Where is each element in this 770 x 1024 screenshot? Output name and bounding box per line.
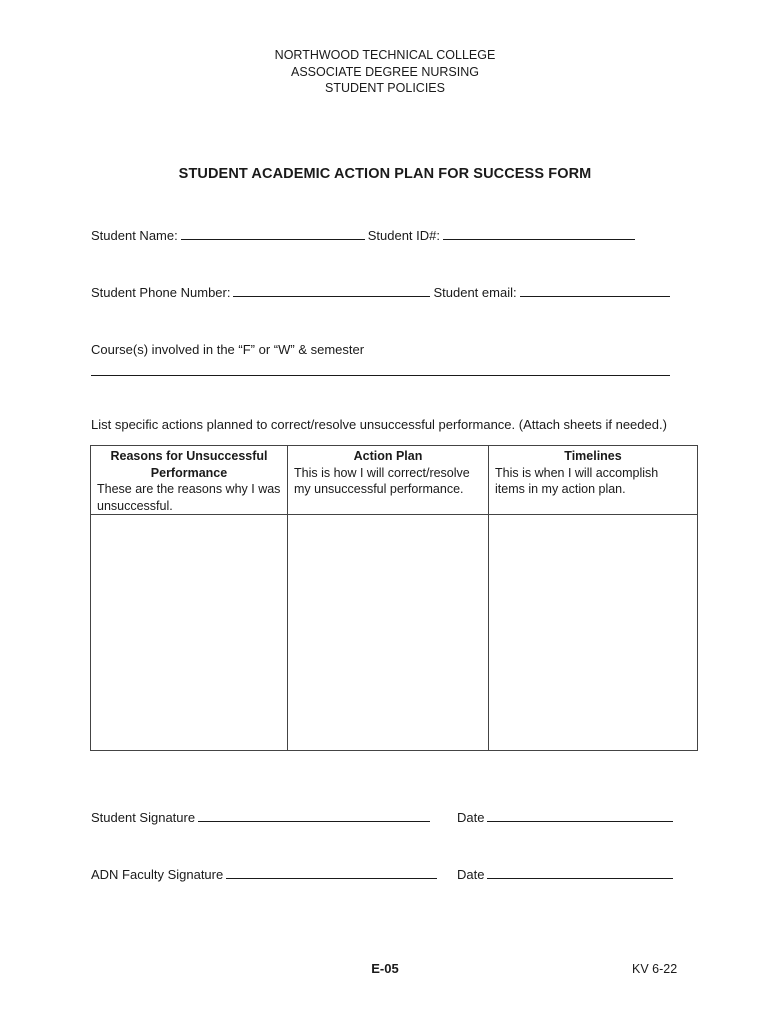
column-header-timelines [489, 446, 698, 515]
faculty-date-field[interactable] [487, 867, 673, 879]
student-id-field[interactable] [443, 228, 635, 240]
student-name-label: Student Name: [91, 228, 178, 243]
faculty-signature-label: ADN Faculty Signature [91, 867, 224, 882]
action-plan-entry-cell[interactable] [288, 515, 489, 751]
form-title: STUDENT ACADEMIC ACTION PLAN FOR SUCCESS FORM [178, 166, 592, 182]
email-label: Student email: [433, 285, 517, 300]
faculty-signature-field[interactable] [226, 867, 437, 879]
column-header-reasons [91, 446, 288, 515]
column-description: These are the reasons why I was unsuccessful. [97, 482, 281, 513]
column-heading: Action Plan [353, 449, 423, 463]
form-code: E-05 [371, 961, 399, 976]
phone-label: Student Phone Number: [91, 285, 231, 300]
student-signature-row [91, 810, 433, 825]
student-date-field[interactable] [487, 810, 673, 822]
faculty-date-row [457, 867, 676, 882]
student-signature-label: Student Signature [91, 810, 196, 825]
column-description: This is when I will accomplish items in my action plan. [495, 465, 659, 496]
courses-label: Course(s) involved in the “F” or “W” & semester [91, 342, 365, 357]
program-name: ASSOCIATE DEGREE NURSING [291, 64, 479, 79]
phone-field[interactable] [233, 285, 430, 297]
student-date-row [457, 810, 676, 825]
date-label: Date [457, 810, 485, 825]
column-heading: Timelines [564, 449, 622, 463]
student-name-row [91, 228, 638, 243]
document-header [0, 47, 770, 97]
form-version: KV 6-22 [632, 962, 678, 976]
faculty-signature-row [91, 867, 440, 882]
timelines-entry-cell[interactable] [489, 515, 698, 751]
instructions-text: List specific actions planned to correct/resolve unsuccessful performance. (Attach sheets if needed.) [91, 417, 667, 432]
column-heading: Reasons for Unsuccessful Performance [110, 449, 268, 480]
student-name-field[interactable] [181, 228, 365, 240]
action-plan-table [90, 445, 698, 751]
column-description: This is how I will correct/resolve my unsuccessful performance. [294, 465, 470, 496]
table-row [91, 515, 698, 751]
student-contact-row [91, 285, 673, 300]
student-signature-field[interactable] [198, 810, 430, 822]
table-header-row [91, 446, 698, 515]
date-label: Date [457, 867, 485, 882]
section-name: STUDENT POLICIES [325, 81, 445, 95]
email-field[interactable] [520, 285, 670, 297]
courses-field[interactable] [91, 375, 670, 376]
reasons-entry-cell[interactable] [91, 515, 288, 751]
college-name: NORTHWOOD TECHNICAL COLLEGE [274, 48, 496, 62]
student-id-label: Student ID#: [367, 228, 440, 243]
column-header-action-plan [288, 446, 489, 515]
